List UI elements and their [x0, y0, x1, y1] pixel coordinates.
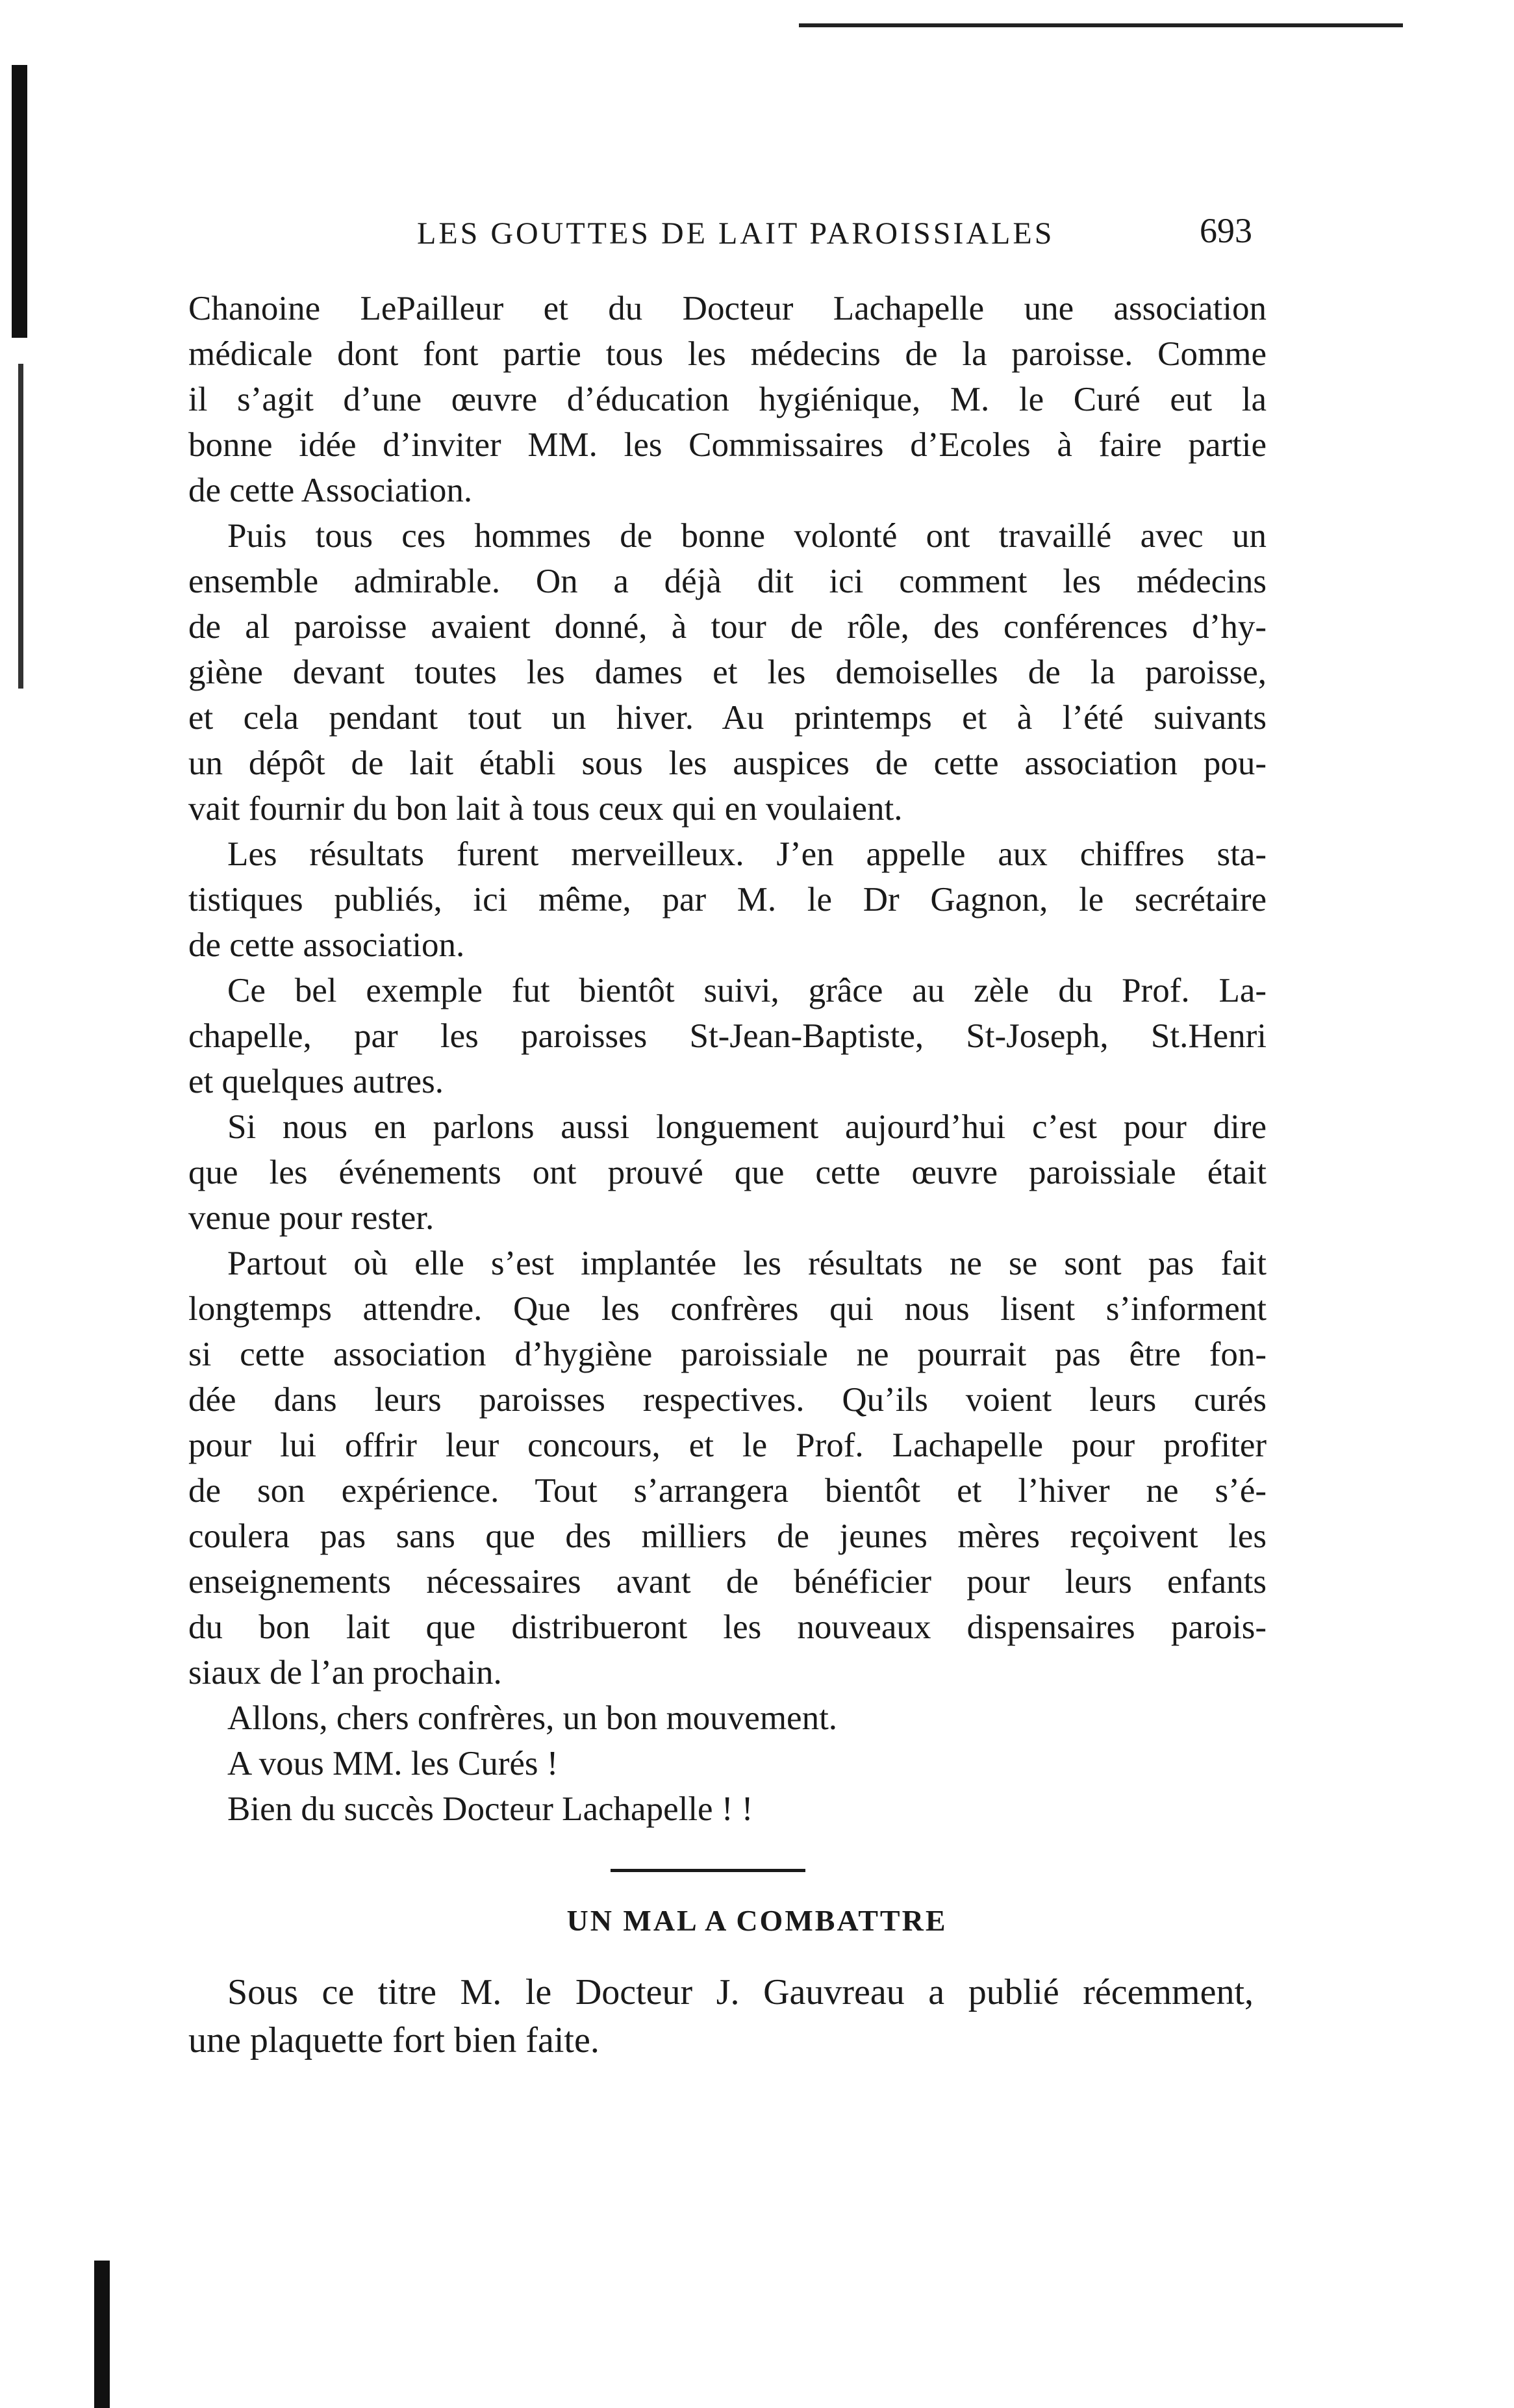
text-line: vait fournir du bon lait à tous ceux qui en voulaient. — [188, 790, 903, 828]
text-line: Les résultats furent merveilleux. J’en appelle aux chiffres sta- — [227, 835, 1267, 873]
text-line: Puis tous ces hommes de bonne volonté ont travaillé avec un — [227, 517, 1267, 555]
text-line: siaux de l’an prochain. — [188, 1654, 502, 1692]
body-text — [188, 286, 1267, 1832]
running-head — [190, 211, 1265, 255]
text-line: de al paroisse avaient donné, à tour de rôle, des conférences d’hy- — [188, 608, 1267, 646]
text-line: bonne idée d’inviter MM. les Commissaires d’Ecoles à faire partie — [188, 426, 1267, 464]
text-line: Si nous en parlons aussi longuement aujourd’hui c’est pour dire — [227, 1108, 1267, 1146]
text-line: que les événements ont prouvé que cette œuvre paroissiale était — [188, 1154, 1267, 1191]
text-line: Bien du succès Docteur Lachapelle ! ! — [227, 1790, 753, 1828]
text-line: longtemps attendre. Que les confrères qui nous lisent s’informent — [188, 1290, 1267, 1328]
text-line: Ce bel exemple fut bientôt suivi, grâce au zèle du Prof. La- — [227, 972, 1267, 1009]
text-line: tistiques publiés, ici même, par M. le Dr Gagnon, le secrétaire — [188, 881, 1267, 919]
text-line: de cette association. — [188, 926, 465, 964]
text-line: enseignements nécessaires avant de bénéficier pour leurs enfants — [188, 1563, 1267, 1601]
text-line: chapelle, par les paroisses St-Jean-Baptiste, St-Joseph, St.Henri — [188, 1017, 1267, 1055]
text-line: et quelques autres. — [188, 1063, 444, 1100]
text-line: Partout où elle s’est implantée les résultats ne se sont pas fait — [227, 1245, 1267, 1282]
text-line: une plaquette fort bien faite. — [188, 2020, 599, 2060]
text-line: il s’agit d’une œuvre d’éducation hygiénique, M. le Curé eut la — [188, 381, 1267, 418]
section-text — [188, 1968, 1254, 2064]
text-line: un dépôt de lait établi sous les auspices de cette association pou- — [188, 744, 1267, 782]
text-line: A vous MM. les Curés ! — [227, 1745, 559, 1782]
scan-left-edge — [18, 364, 23, 689]
text-line: de son expérience. Tout s’arrangera bientôt et l’hiver ne s’é- — [188, 1472, 1267, 1510]
text-line: Sous ce titre M. le Docteur J. Gauvreau a publié récemment, — [227, 1972, 1254, 2012]
page-number: 693 — [1200, 211, 1252, 250]
text-line: du bon lait que distribueront les nouveaux dispensaires parois- — [188, 1608, 1267, 1646]
scan-left-edge — [94, 2261, 110, 2408]
text-line: et cela pendant tout un hiver. Au printemps et à l’été suivants — [188, 699, 1267, 737]
text-line: Chanoine LePailleur et du Docteur Lachapelle une association — [188, 290, 1267, 327]
text-line: ensemble admirable. On a déjà dit ici comment les médecins — [188, 563, 1267, 600]
running-title: LES GOUTTES DE LAIT PAROISSIALES — [417, 216, 1055, 251]
section-separator — [611, 1869, 805, 1872]
text-line: de cette Association. — [188, 472, 473, 509]
scan-top-rule — [799, 23, 1403, 27]
section-title: UN MAL A COMBATTRE — [566, 1904, 948, 1937]
text-line: giène devant toutes les dames et les demoiselles de la paroisse, — [188, 653, 1267, 691]
text-line: pour lui offrir leur concours, et le Prof. Lachapelle pour profiter — [188, 1426, 1267, 1464]
text-line: venue pour rester. — [188, 1199, 435, 1237]
scan-left-edge — [12, 65, 27, 338]
text-line: si cette association d’hygiène paroissiale ne pourrait pas être fon- — [188, 1336, 1267, 1373]
text-line: Allons, chers confrères, un bon mouvement. — [227, 1699, 838, 1737]
text-line: coulera pas sans que des milliers de jeunes mères reçoivent les — [188, 1517, 1267, 1555]
text-line: médicale dont font partie tous les médecins de la paroisse. Comme — [188, 335, 1267, 373]
text-line: dée dans leurs paroisses respectives. Qu’ils voient leurs curés — [188, 1381, 1267, 1419]
